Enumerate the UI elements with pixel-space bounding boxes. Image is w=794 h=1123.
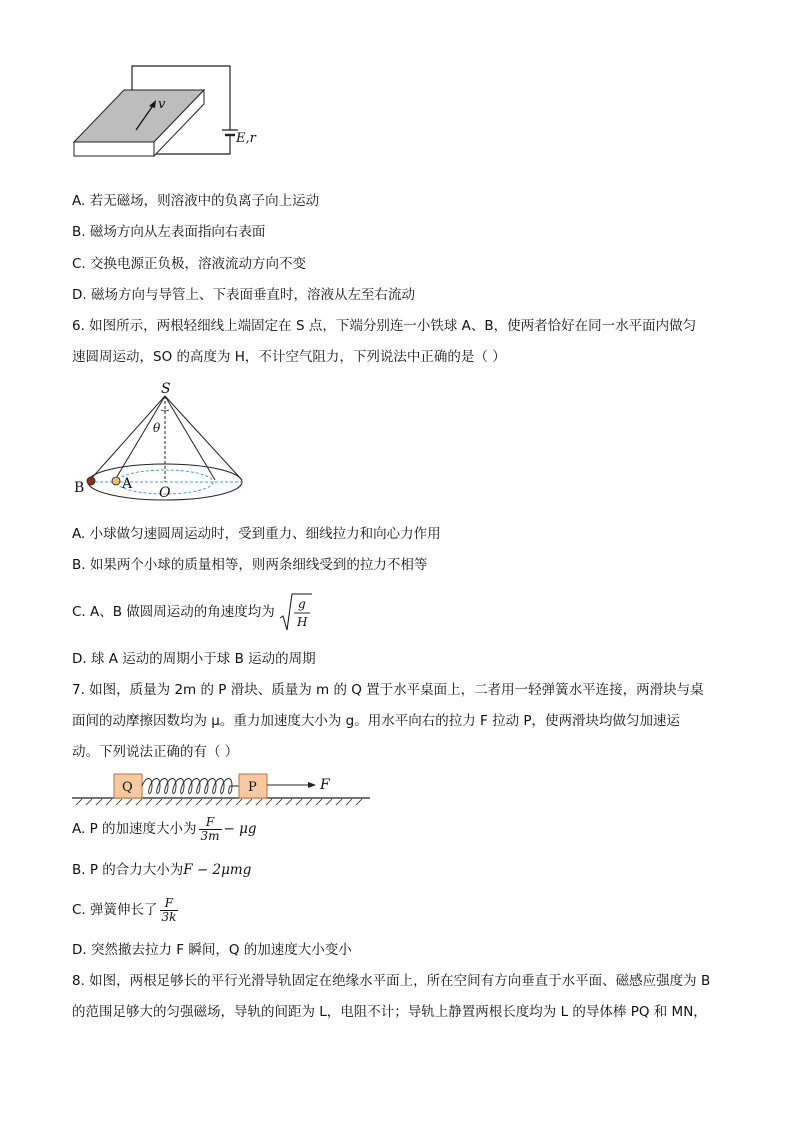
q6-option-c bbox=[72, 592, 313, 632]
q7-c-denominator: 3k bbox=[161, 909, 177, 924]
q8-stem-line-2: 的范围足够大的匀强磁场，导轨的间距为 L，电阻不计；导轨上静置两根长度均为 L 的导体棒 PQ 和 MN， bbox=[72, 1004, 707, 1020]
q7-option-d: D. 突然撤去拉力 F 瞬间，Q 的加速度大小变小 bbox=[72, 942, 352, 958]
q7-a-numerator: F bbox=[199, 816, 222, 830]
q7-option-c-text: C. 弹簧伸长了 bbox=[72, 902, 158, 918]
q7-option-a-text: A. P 的加速度大小为 bbox=[72, 821, 197, 837]
q7-option-b bbox=[72, 860, 251, 880]
q7-stem-line-2: 面间的动摩擦因数均为 μ。重力加速度大小为 g。用水平向右的拉力 F 拉动 P，使两滑块均做匀加速运 bbox=[72, 713, 681, 729]
fig-q7-blocks-spring bbox=[72, 770, 372, 806]
ball-b-label: B bbox=[74, 480, 85, 496]
sqrt-expression bbox=[279, 592, 313, 632]
q7-stem-line-1: 7. 如图，质量为 2m 的 P 滑块、质量为 m 的 Q 置于水平桌面上，二者用一轻弹簧水平连接，两滑块与桌 bbox=[72, 682, 704, 698]
point-o-label: O bbox=[159, 485, 171, 501]
q7-stem-line-3: 动。下列说法正确的有（ ） bbox=[72, 744, 239, 760]
q6-option-a: A. 小球做匀速圆周运动时，受到重力、细线拉力和向心力作用 bbox=[72, 526, 441, 542]
q7-option-a bbox=[72, 812, 257, 846]
q5-option-d: D. 磁场方向与导管上、下表面垂直时，溶液从左至右流动 bbox=[72, 287, 415, 303]
q6-stem-line-2: 速圆周运动，SO 的高度为 H，不计空气阻力，下列说法中正确的是（ ） bbox=[72, 349, 506, 365]
theta-label: θ bbox=[153, 421, 161, 435]
q5-option-c: C. 交换电源正负极，溶液流动方向不变 bbox=[72, 256, 307, 272]
q7-c-numerator: F bbox=[160, 897, 179, 911]
q7-c-fraction bbox=[160, 897, 179, 924]
q8-stem-line-1: 8. 如图，两根足够长的平行光滑导轨固定在绝缘水平面上，所在空间有方向垂直于水平面、磁感应强度为 B bbox=[72, 973, 711, 989]
velocity-label: v bbox=[158, 97, 166, 112]
q7-option-c bbox=[72, 893, 180, 927]
force-f-label: F bbox=[320, 777, 330, 793]
q6-c-numerator: g bbox=[298, 597, 306, 611]
q5-option-a: A. 若无磁场，则溶液中的负离子向上运动 bbox=[72, 193, 320, 209]
point-s-label: S bbox=[161, 381, 171, 397]
q6-option-c-text: C. A、B 做圆周运动的角速度均为 bbox=[72, 604, 275, 620]
q5-option-b: B. 磁场方向从左表面指向右表面 bbox=[72, 224, 266, 240]
q7-a-denominator: 3m bbox=[200, 828, 220, 843]
q6-option-b: B. 如果两个小球的质量相等，则两条细线受到的拉力不相等 bbox=[72, 557, 428, 573]
fig-q6-conical-pendulum bbox=[74, 380, 250, 505]
q7-a-tail: − μg bbox=[223, 821, 257, 837]
q7-b-expression: F − 2μmg bbox=[183, 862, 252, 878]
block-p-label: P bbox=[248, 780, 257, 795]
battery-label: E,r bbox=[236, 131, 256, 146]
q6-c-denominator: H bbox=[297, 615, 308, 629]
q7-a-fraction bbox=[199, 816, 222, 843]
block-q-label: Q bbox=[122, 780, 133, 795]
q6-option-d: D. 球 A 运动的周期小于球 B 运动的周期 bbox=[72, 651, 316, 667]
q6-stem-line-1: 6. 如图所示，两根轻细线上端固定在 S 点，下端分别连一小铁球 A、B，使两者恰好在同一水平面内做匀 bbox=[72, 318, 697, 334]
fig-q5-circuit bbox=[70, 62, 270, 162]
ball-a-label: A bbox=[122, 476, 133, 492]
q7-option-b-text: B. P 的合力大小为 bbox=[72, 862, 184, 878]
